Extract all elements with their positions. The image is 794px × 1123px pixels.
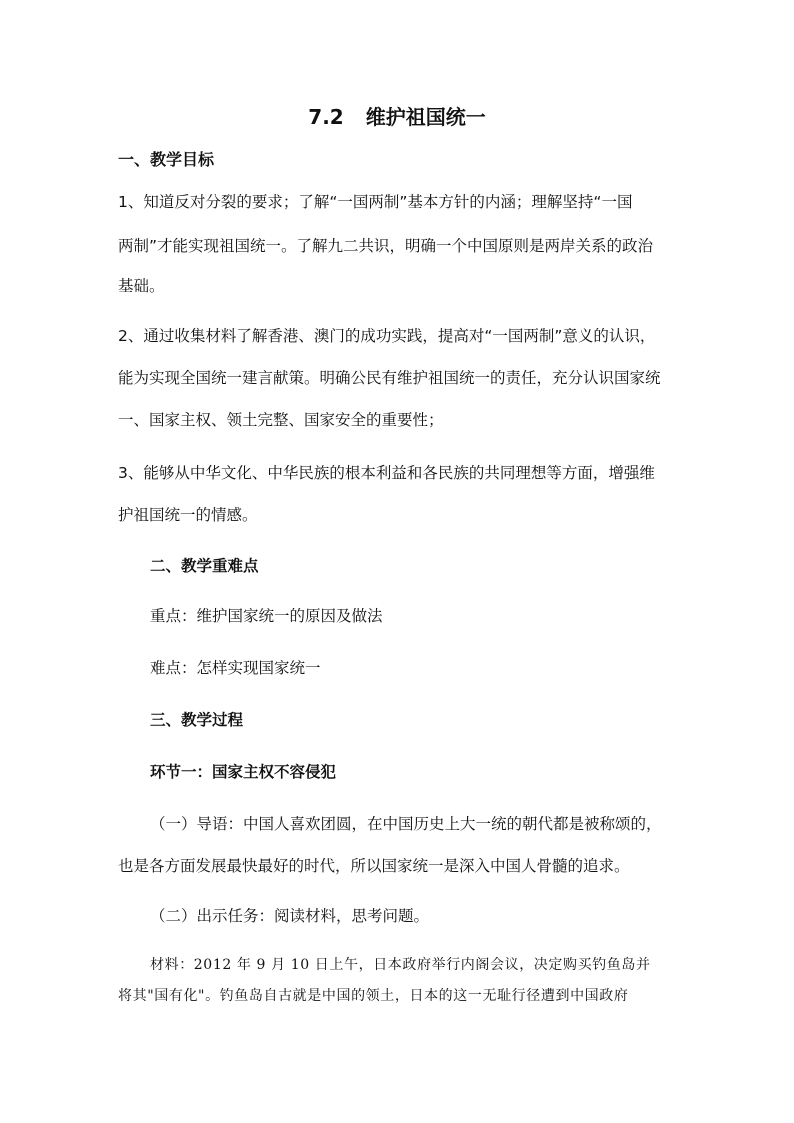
difficult-point: 难点：怎样实现国家统一 [150, 659, 321, 677]
objective-2-line-2: 能为实现全国统一建言献策。明确公民有维护祖国统一的责任，充分认识国家统 [118, 369, 661, 387]
stage-1-heading: 环节一：国家主权不容侵犯 [150, 763, 337, 781]
title-text: 维护祖国统一 [365, 105, 486, 129]
task-line: （二）出示任务：阅读材料，思考问题。 [150, 907, 430, 925]
key-point: 重点：维护国家统一的原因及做法 [150, 607, 383, 625]
objective-2-line-3: 一、国家主权、领土完整、国家安全的重要性； [118, 411, 444, 429]
objective-3-line-1: 3、能够从中华文化、中华民族的根本利益和各民族的共同理想等方面，增强维 [118, 464, 655, 482]
section-heading-key-points: 二、教学重难点 [150, 557, 259, 575]
material-line-2: 将其"国有化"。钓鱼岛自古就是中国的领土，日本的这一无耻行径遭到中国政府 [118, 988, 629, 1004]
material-line-1: 材料：2012 年 9 月 10 日上午，日本政府举行内阁会议，决定购买钓鱼岛并 [150, 957, 651, 973]
section-heading-process: 三、教学过程 [150, 711, 244, 729]
objective-3-line-2: 护祖国统一的情感。 [118, 506, 258, 524]
objective-2-line-1: 2、通过收集材料了解香港、澳门的成功实践，提高对“一国两制”意义的认识， [118, 327, 656, 345]
page-title [0, 103, 794, 131]
title-number: 7.2 [308, 105, 344, 129]
objective-1-line-1: 1、知道反对分裂的要求；了解“一国两制”基本方针的内涵；理解坚持“一国 [118, 193, 633, 211]
intro-line-2: 也是各方面发展最快最好的时代，所以国家统一是深入中国人骨髓的追求。 [118, 857, 630, 875]
intro-line-1: （一）导语：中国人喜欢团圆，在中国历史上大一统的朝代都是被称颂的， [150, 815, 662, 833]
objective-1-line-2: 两制”才能实现祖国统一。了解九二共识，明确一个中国原则是两岸关系的政治 [118, 237, 654, 255]
section-heading-objectives: 一、教学目标 [118, 150, 215, 169]
objective-1-line-3: 基础。 [118, 277, 165, 295]
